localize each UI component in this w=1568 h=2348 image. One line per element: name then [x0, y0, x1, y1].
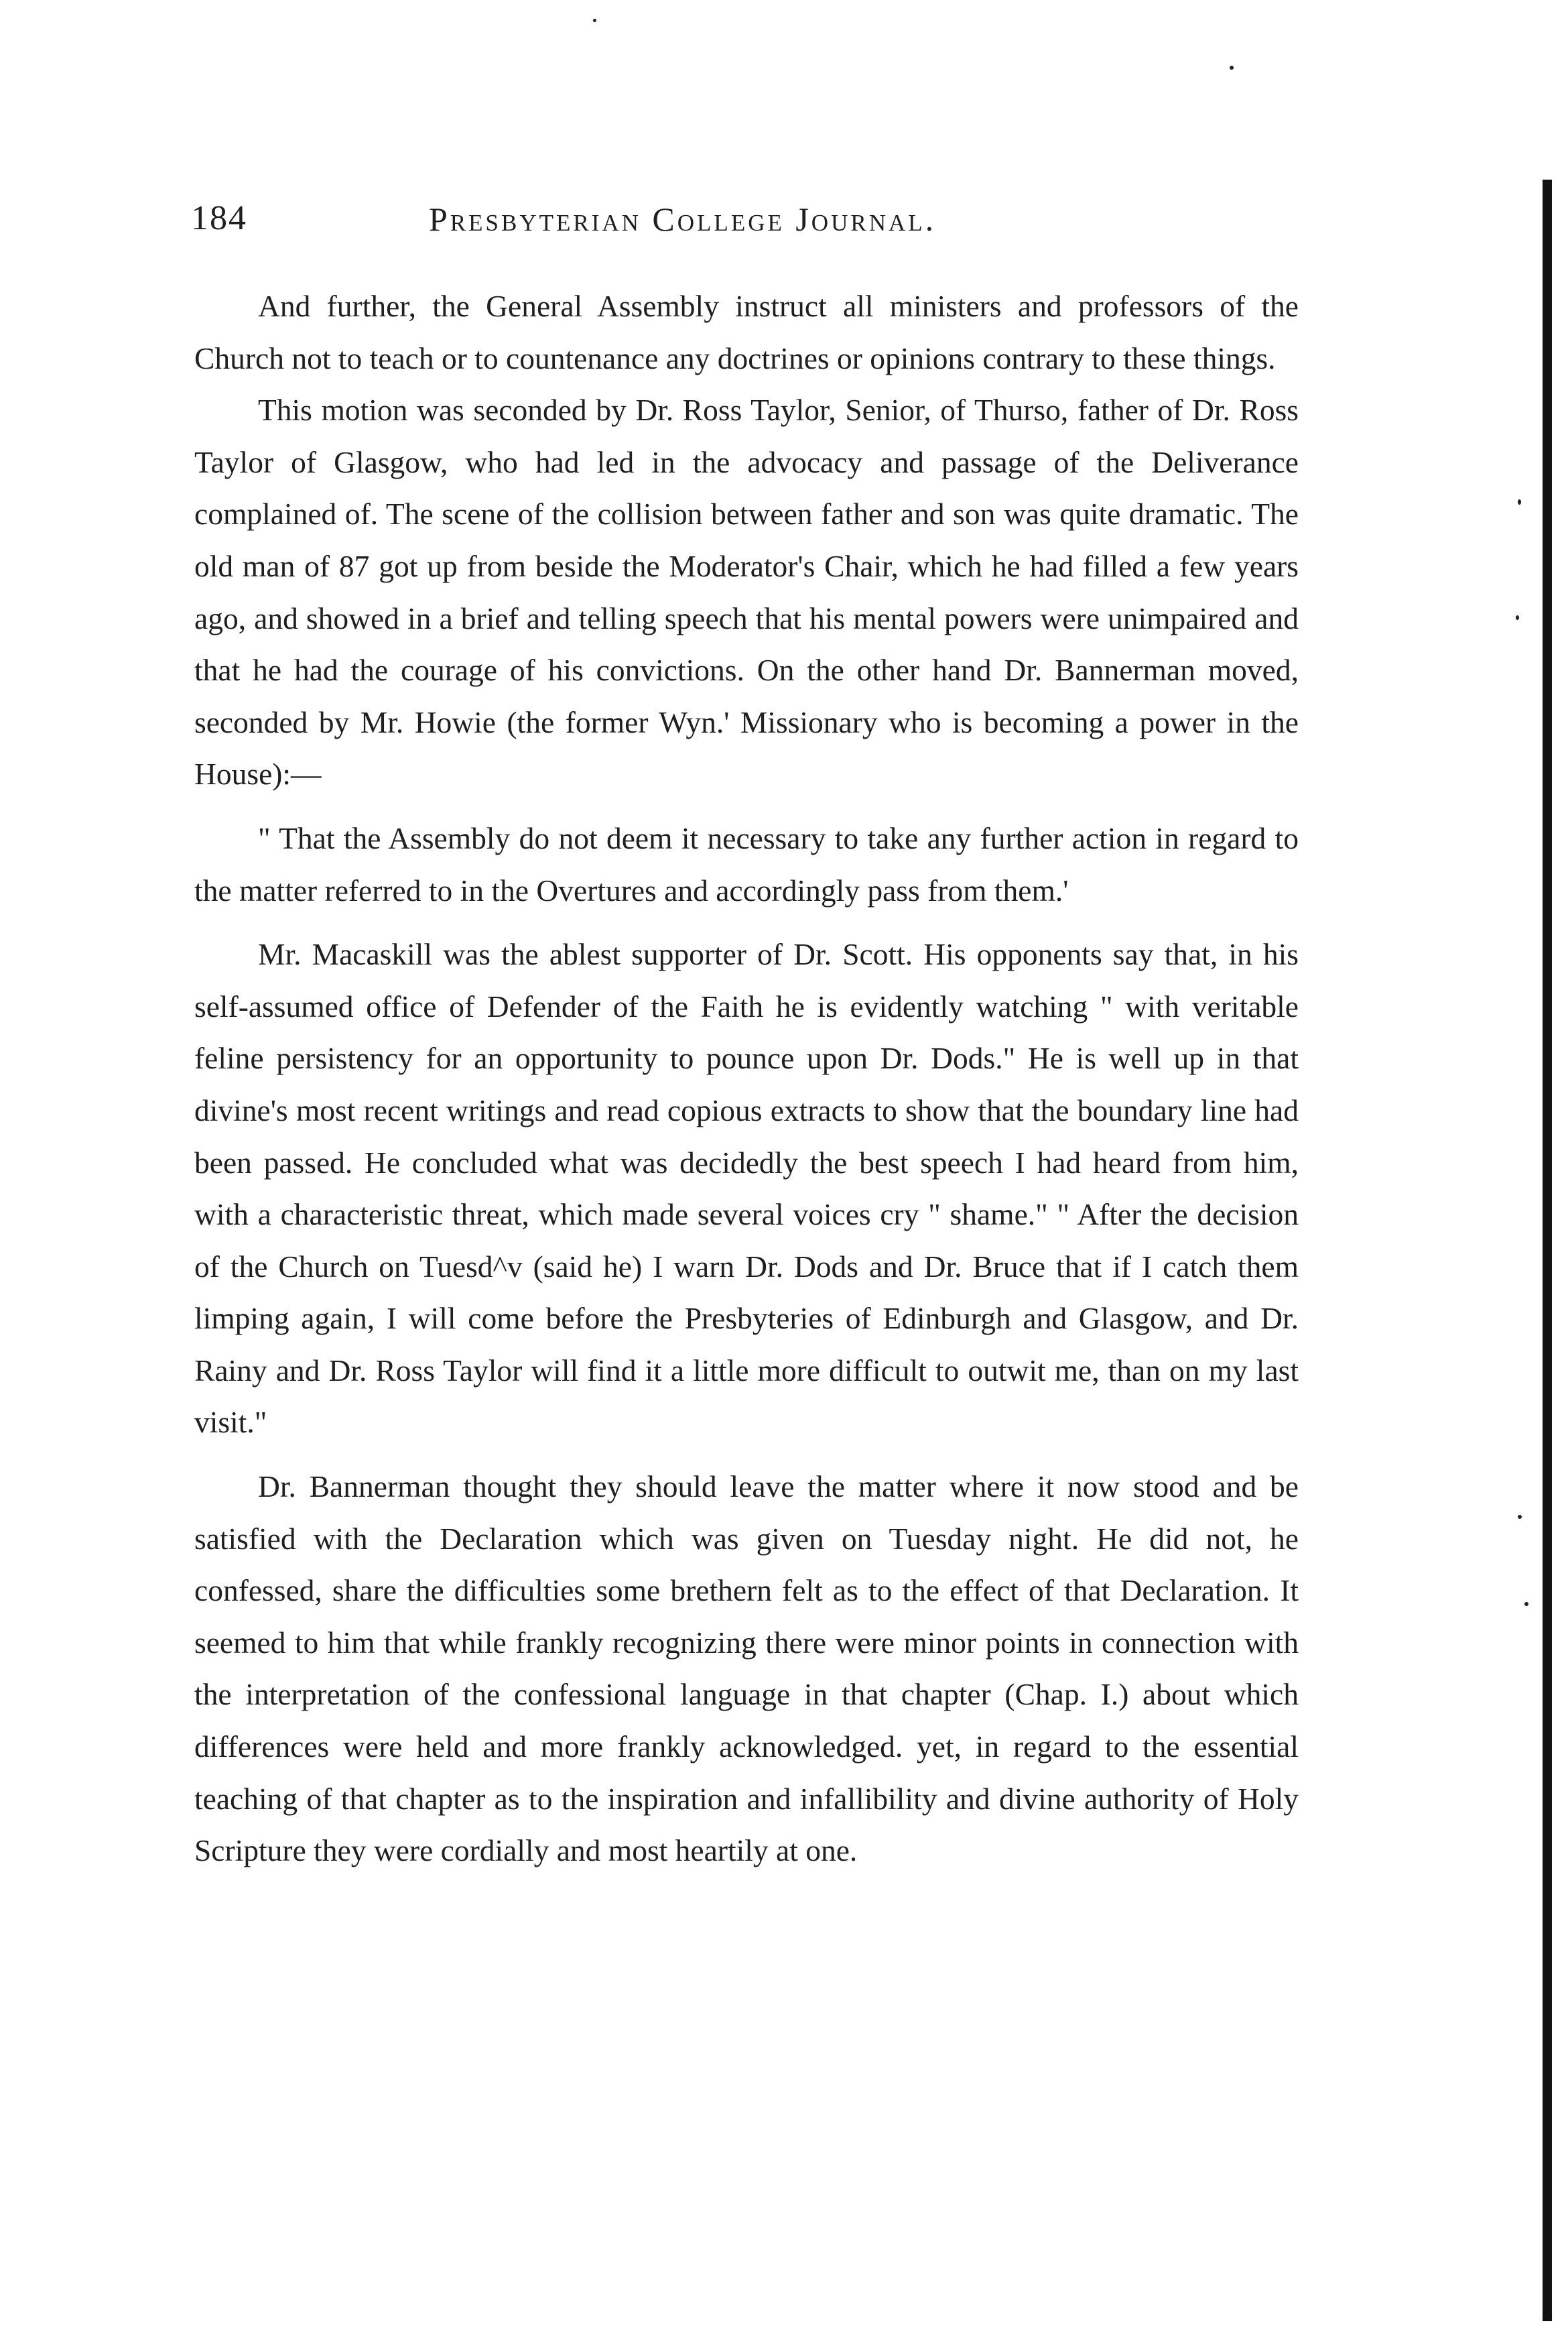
page-header [191, 198, 1303, 252]
paragraph: This motion was seconded by Dr. Ross Taylor, Senior, of Thurso, father of Dr. Ross Taylor of Glasgow, who had led in the advocacy and passage of the Deliverance complained of. The scene of the collision between father and son was quite dramatic. The old man of 87 got up from beside the Moderator's Chair, which he had filled a few years ago, and showed in a brief and telling speech that his mental powers were unimpaired and that he had the courage of his convictions. On the other hand Dr. Bannerman moved, seconded by Mr. Howie (the former Wyn.' Missionary who is becoming a power in the House):— [194, 393, 1299, 792]
running-title: Presbyterian College Journal. [429, 200, 937, 238]
paragraph: Dr. Bannerman thought they should leave the matter where it now stood and be satisfied with the Declaration which was given on Tuesday night. He did not, he confessed, share the difficulties some brethern felt as to the effect of that Declaration. It seemed to him that while frankly recognizing there were minor points in connection with the interpretation of the confessional language in that chapter (Chap. I.) about which differences were held and more frankly acknowledged. yet, in regard to the essential teaching of that chapter as to the inspiration and infallibility and divine authority of Holy Scripture they were cordially and most heartily at one. [194, 1469, 1299, 1868]
scan-speck [1516, 615, 1519, 620]
scan-speck [1524, 1602, 1528, 1606]
scan-speck [1230, 66, 1234, 70]
scan-speck [1518, 1515, 1522, 1519]
body-text [194, 280, 1299, 1877]
scan-speck [1518, 499, 1521, 505]
scan-edge-shadow [1543, 180, 1552, 2321]
page-number: 184 [191, 199, 247, 237]
paragraph: Mr. Macaskill was the ablest supporter of Dr. Scott. His opponents say that, in his self-assumed office of Defender of the Faith he is evidently watching " with veritable feline persistency for an opportunity to pounce upon Dr. Dods." He is well up in that divine's most recent writings and read copious extracts to show that the boundary line had been passed. He concluded what was decidedly the best speech I had heard from him, with a characteristic threat, which made several voices cry " shame." " After the decision of the Church on Tuesd^v (said he) I warn Dr. Dods and Dr. Bruce that if I catch them limping again, I will come before the Presbyteries of Edinburgh and Glasgow, and Dr. Rainy and Dr. Ross Taylor will find it a little more difficult to outwit me, than on my last visit." [194, 937, 1299, 1440]
scan-speck [593, 19, 596, 22]
paragraph: And further, the General Assembly instruct all ministers and professors of the Church not to teach or to countenance any doctrines or opinions contrary to these things. [194, 289, 1299, 375]
paragraph: " That the Assembly do not deem it necessary to take any further action in regard to the matter referred to in the Overtures and accordingly pass from them.' [194, 820, 1299, 908]
